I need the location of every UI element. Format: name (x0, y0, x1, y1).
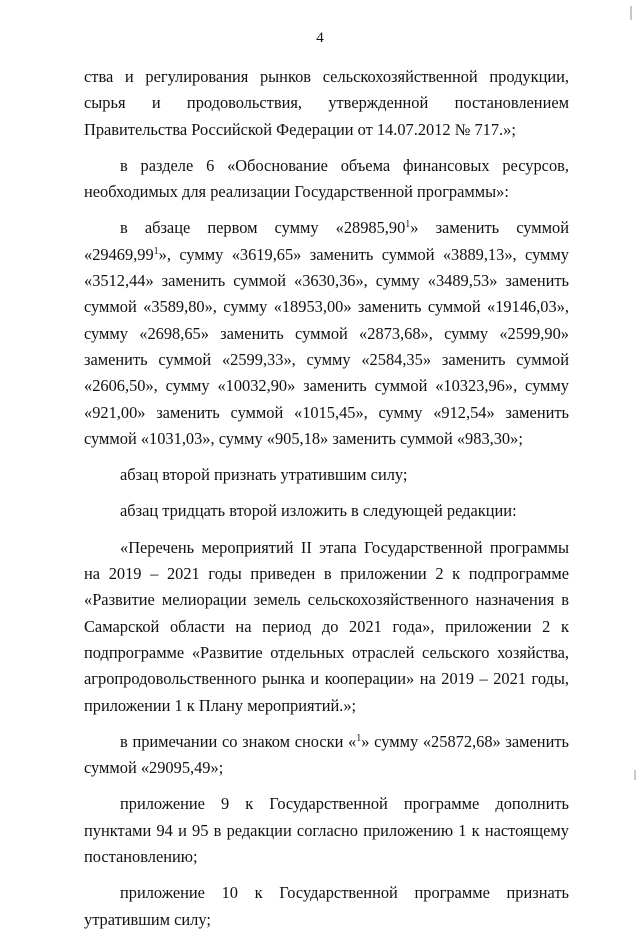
paragraph-section-6 (84, 153, 569, 206)
paragraph-text: в абзаце первом сумму «28985,90 (120, 218, 406, 238)
paragraph-continuation (84, 64, 569, 143)
paragraph-thirty-second-abzac (84, 498, 569, 524)
paragraph-text: » сумму «25872,68» заменить суммой «29095,49»; (84, 731, 569, 778)
paragraph-text: приложение 10 к Государственной программе признать утратившим силу; (84, 883, 569, 929)
scan-edge-mark (634, 770, 636, 780)
footnote-marker: 1 (153, 245, 159, 257)
paragraph-text: в примечании со знаком сноски « (120, 731, 357, 751)
paragraph-text: », сумму «3619,65» заменить суммой «3889,13», сумму «3512,44» заменить суммой «3630,36», сумму «3489,53» заменить суммой «3589,80», сумму «18953,00» заменить суммой «19146,03», сумму «2698,65» заменить суммой «2873,68», сумму «2599,90» заменить суммой «2599,33», сумму «2584,35» заменить суммой «2606,50», сумму «10032,90» заменить суммой «10323,96», сумму «921,00» заменить суммой «1015,45», сумму «912,54» заменить суммой «1031,03», сумму «905,18» заменить суммой «983,30»; (84, 244, 569, 448)
paragraph-text: » заменить суммой «29469,99 (84, 218, 569, 264)
paragraph-footnote-note (84, 729, 569, 782)
paragraph-appendix-9 (84, 791, 569, 870)
paragraph-text: приложение 9 к Государственной программе дополнить пунктами 94 и 95 в редакции согласно приложению 1 к настоящему постановлению; (84, 794, 569, 867)
paragraph-text: в разделе 6 «Обоснование объема финансовых ресурсов, необходимых для реализации Государственной программы»: (84, 155, 569, 202)
paragraph-second-abzac (84, 462, 569, 488)
page-number: 4 (316, 30, 324, 46)
paragraph-first-abzac-amounts (84, 215, 569, 452)
document-body (84, 64, 569, 933)
paragraph-text: «Перечень мероприятий II этапа Государственной программы на 2019 – 2021 годы приведен в приложении 2 к подпрограмме «Развитие мелиорации земель сельскохозяйственного назначения в Самарской области на период до 2021 года», приложении 2 к подпрограмме «Развитие отдельных отраслей сельского хозяйства, агропродовольственного рынка и кооперации» на 2019 – 2021 годы, приложении 1 к Плану мероприятий.»; (84, 537, 569, 715)
footnote-marker: 1 (356, 732, 362, 744)
footnote-marker: 1 (405, 219, 411, 231)
scan-edge-mark (630, 6, 632, 20)
paragraph-appendix-10 (84, 880, 569, 933)
paragraph-text: абзац второй признать утратившим силу; (120, 465, 408, 485)
paragraph-text: ства и регулирования рынков сельскохозяйственной продукции, сырья и продовольствия, утвержденной постановлением Правительства Российской Федерации от 14.07.2012 № 717.»; (84, 67, 569, 139)
paragraph-quoted-list (84, 535, 569, 719)
paragraph-text: абзац тридцать второй изложить в следующей редакции: (120, 501, 517, 521)
